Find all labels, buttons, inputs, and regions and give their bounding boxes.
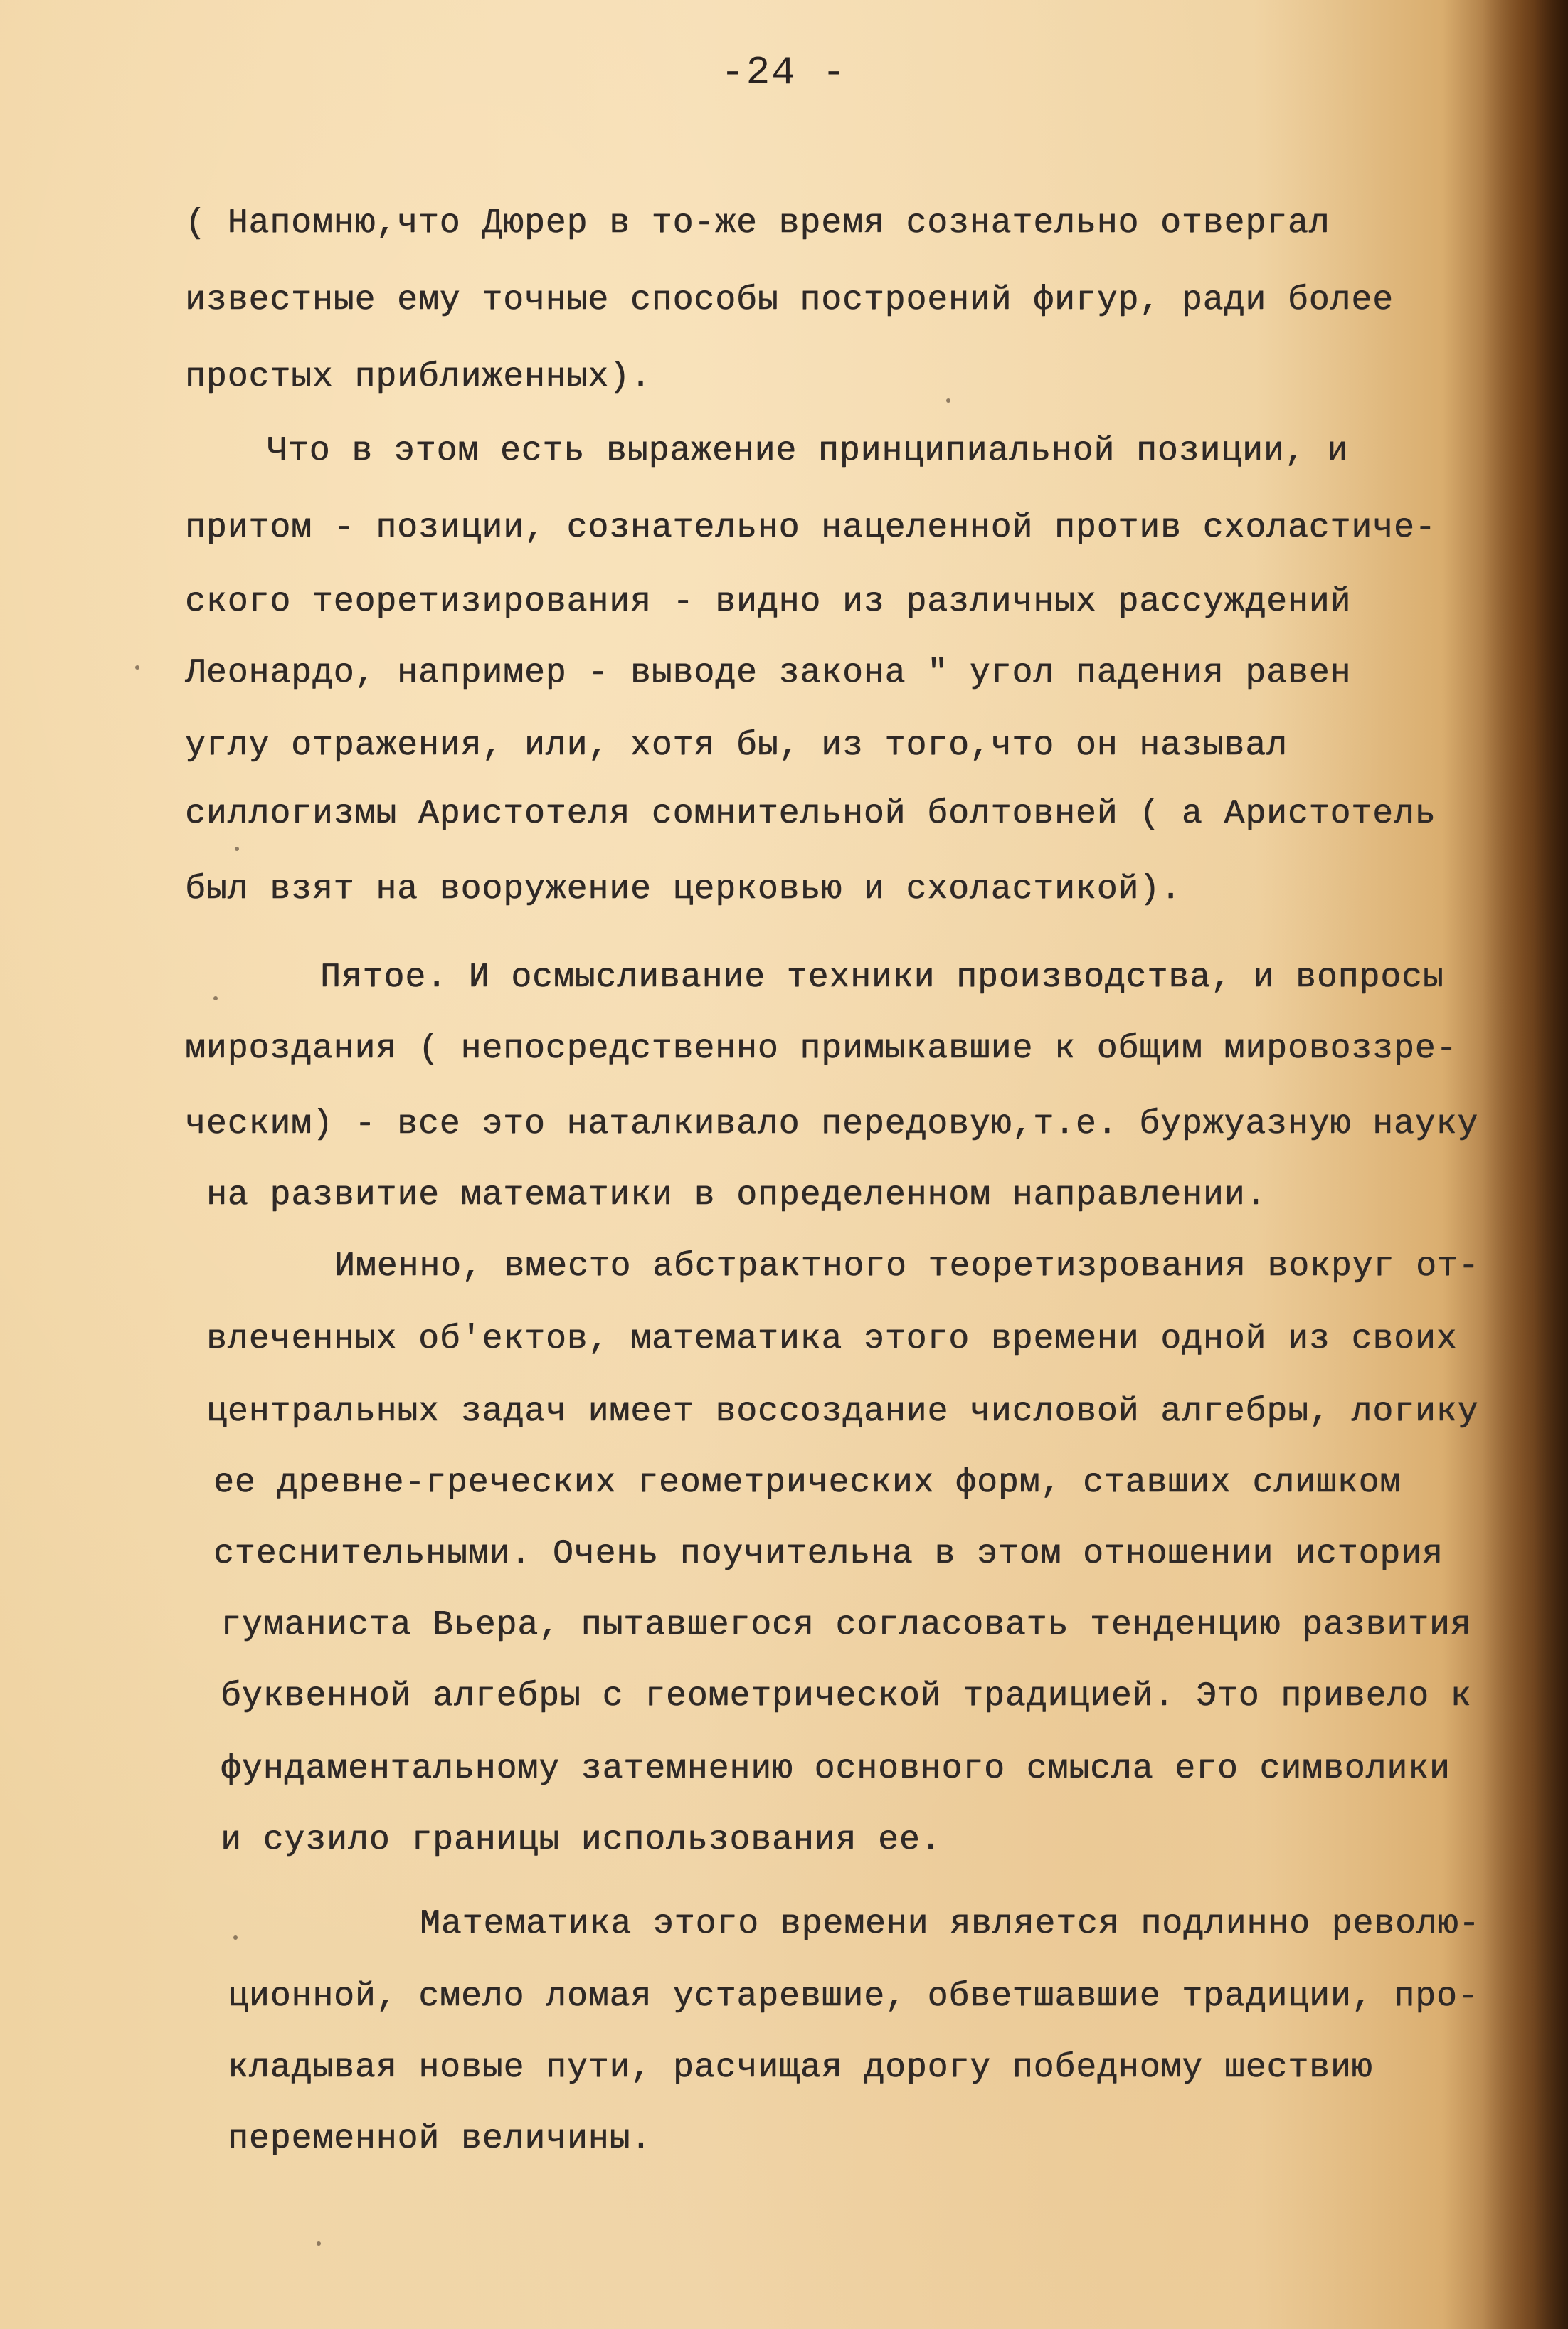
text-line: центральных задач имеет воссоздание числовой алгебры, логику (206, 1393, 1479, 1431)
text-line: Леонардо, например - выводе закона " угол падения равен (185, 654, 1352, 692)
text-line: ее древне-греческих геометрических форм, ставших слишком (213, 1464, 1402, 1502)
text-line: мироздания ( непосредственно примыкавшие к общим мировоззре- (185, 1030, 1458, 1068)
text-line: буквенной алгебры с геометрической традицией. Это привело к (221, 1677, 1472, 1716)
paper-speck (946, 398, 950, 403)
text-line: ческим) - все это наталкивало передовую,т.е. буржуазную науку (185, 1105, 1479, 1144)
paper-speck (233, 1935, 238, 1940)
text-line: и сузило границы использования ее. (221, 1821, 942, 1859)
text-line: гуманиста Вьера, пытавшегося согласовать тенденцию развития (221, 1606, 1472, 1644)
text-line: Математика этого времени является подлинно револю- (420, 1905, 1480, 1943)
text-line: Именно, вместо абстрактного теоретизрования вокруг от- (334, 1247, 1480, 1286)
text-line: известные ему точные способы построений фигур, ради более (185, 281, 1394, 319)
text-line: Пятое. И осмысливание техники производства, и вопросы (320, 958, 1444, 997)
binding-shadow (1483, 0, 1568, 2329)
text-line: переменной величины. (228, 2120, 652, 2158)
paper-speck (135, 665, 139, 670)
text-line: Что в этом есть выражение принципиальной позиции, и (267, 432, 1349, 470)
text-line: углу отражения, или, хотя бы, из того,что он называл (185, 727, 1288, 765)
text-line: на развитие математики в определенном направлении. (206, 1176, 1267, 1215)
text-line: ционной, смело ломая устаревшие, обветшавшие традиции, про- (228, 1977, 1479, 2016)
paper-speck (235, 847, 239, 851)
text-line: стеснительными. Очень поучительна в этом отношении история (213, 1535, 1443, 1573)
paper-speck (213, 996, 218, 1000)
text-line: влеченных об'ектов, математика этого времени одной из своих (206, 1320, 1458, 1358)
text-line: притом - позиции, сознательно нацеленной против схоластиче- (185, 509, 1436, 547)
text-line: фундаментальному затемнению основного смысла его символики (221, 1750, 1451, 1788)
text-line: ( Напомню,что Дюрер в то-же время сознательно отвергал (185, 204, 1330, 243)
text-line: силлогизмы Аристотеля сомнительной болтовней ( а Аристотель (185, 795, 1436, 833)
page-number: -24 - (720, 50, 848, 95)
paper-speck (317, 2241, 321, 2246)
typed-text-body (185, 0, 1494, 2329)
text-line: простых приближенных). (185, 358, 652, 396)
text-line: кладывая новые пути, расчищая дорогу победному шествию (228, 2049, 1373, 2087)
text-line: был взят на вооружение церковью и схоластикой). (185, 870, 1182, 909)
text-line: ского теоретизирования - видно из различных рассуждений (185, 583, 1352, 621)
